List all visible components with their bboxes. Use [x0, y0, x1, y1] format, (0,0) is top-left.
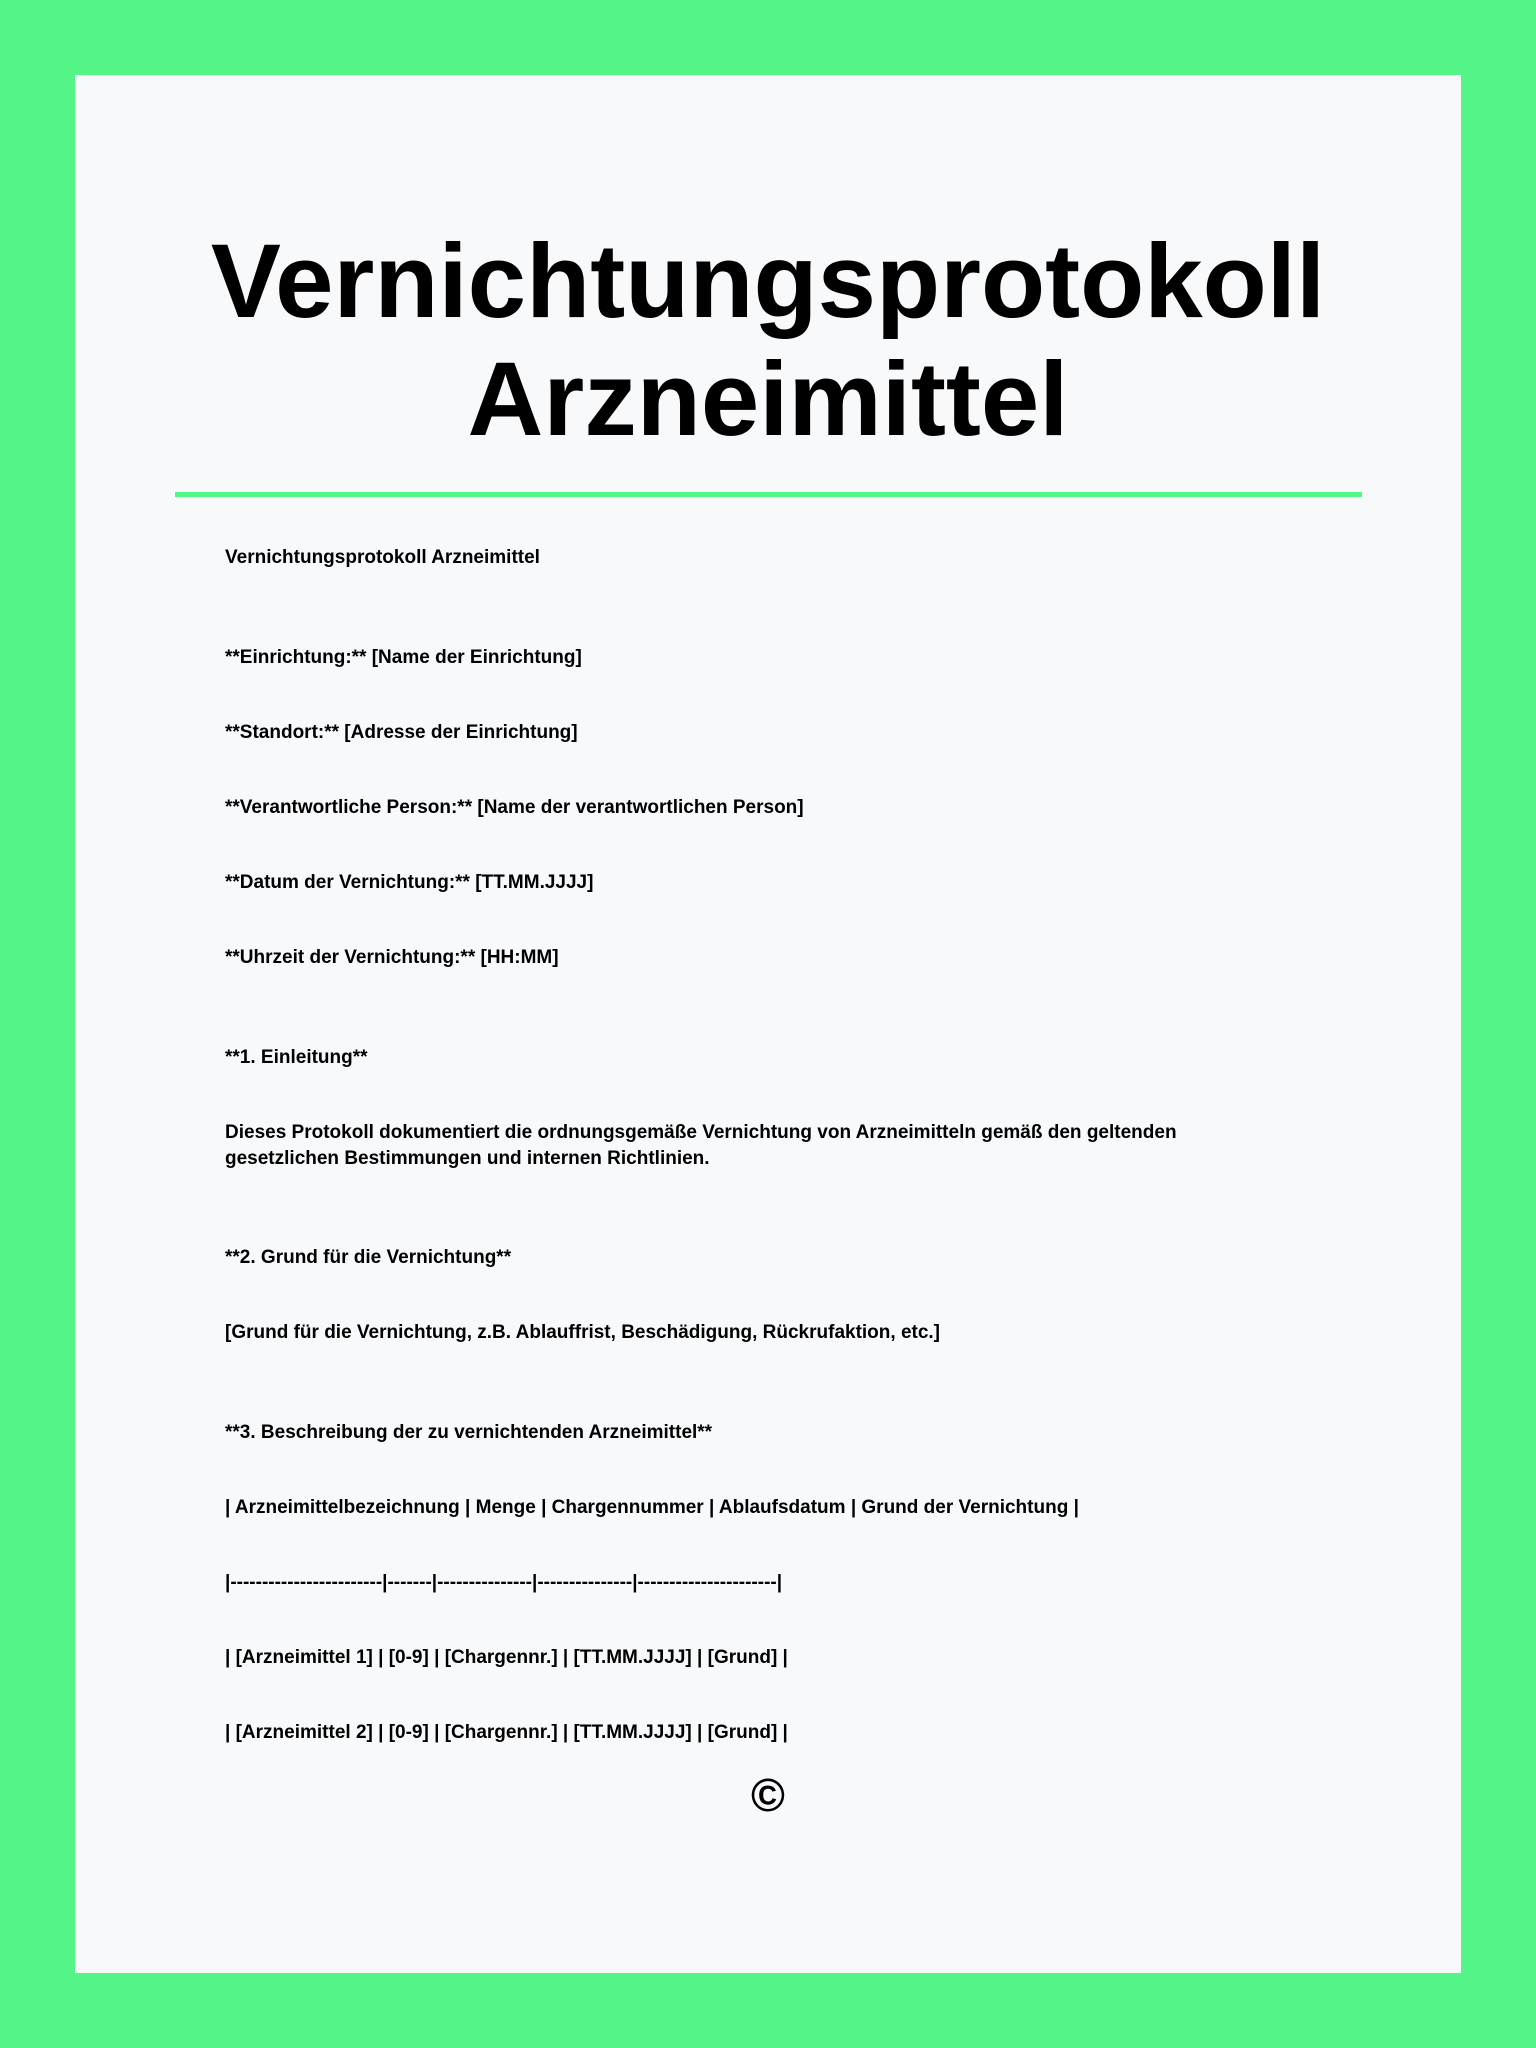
field-einrichtung: **Einrichtung:** [Name der Einrichtung]: [225, 647, 582, 668]
copyright-icon: ©: [751, 1769, 785, 1821]
title-divider: [175, 492, 1362, 497]
field-uhrzeit: **Uhrzeit der Vernichtung:** [HH:MM]: [225, 947, 559, 968]
field-standort: **Standort:** [Adresse der Einrichtung]: [225, 722, 578, 743]
document-subtitle: Vernichtungsprotokoll Arzneimittel: [225, 547, 540, 568]
field-verantwortliche-person: **Verantwortliche Person:** [Name der verantwortlichen Person]: [225, 797, 804, 818]
table-row-2: | [Arzneimittel 2] | [0-9] | [Chargennr.] | [TT.MM.JJJJ] | [Grund] |: [225, 1722, 788, 1743]
section-3-heading: **3. Beschreibung der zu vernichtenden Arzneimittel**: [225, 1422, 713, 1443]
title-line-2: Arzneimittel: [467, 341, 1069, 458]
table-header-row: | Arzneimittelbezeichnung | Menge | Chargennummer | Ablaufsdatum | Grund der Vernichtung |: [225, 1497, 1079, 1518]
table-row-1: | [Arzneimittel 1] | [0-9] | [Chargennr.] | [TT.MM.JJJJ] | [Grund] |: [225, 1647, 788, 1668]
title-line-1: Vernichtungsprotokoll: [210, 223, 1326, 340]
section-2-text: [Grund für die Vernichtung, z.B. Ablauffrist, Beschädigung, Rückrufaktion, etc.]: [225, 1322, 941, 1343]
document-sheet: [75, 75, 1461, 1973]
section-1-text: Dieses Protokoll dokumentiert die ordnungsgemäße Vernichtung von Arzneimitteln gemäß den geltenden gesetzlichen Bestimmungen und internen Richtlinien.: [225, 1122, 1177, 1169]
field-datum: **Datum der Vernichtung:** [TT.MM.JJJJ]: [225, 872, 594, 893]
section-1-heading: **1. Einleitung**: [225, 1047, 368, 1068]
section-2-heading: **2. Grund für die Vernichtung**: [225, 1247, 512, 1268]
table-separator-row: |------------------------|-------|---------------|---------------|----------------------|: [225, 1572, 783, 1593]
document-title: [75, 223, 1461, 459]
